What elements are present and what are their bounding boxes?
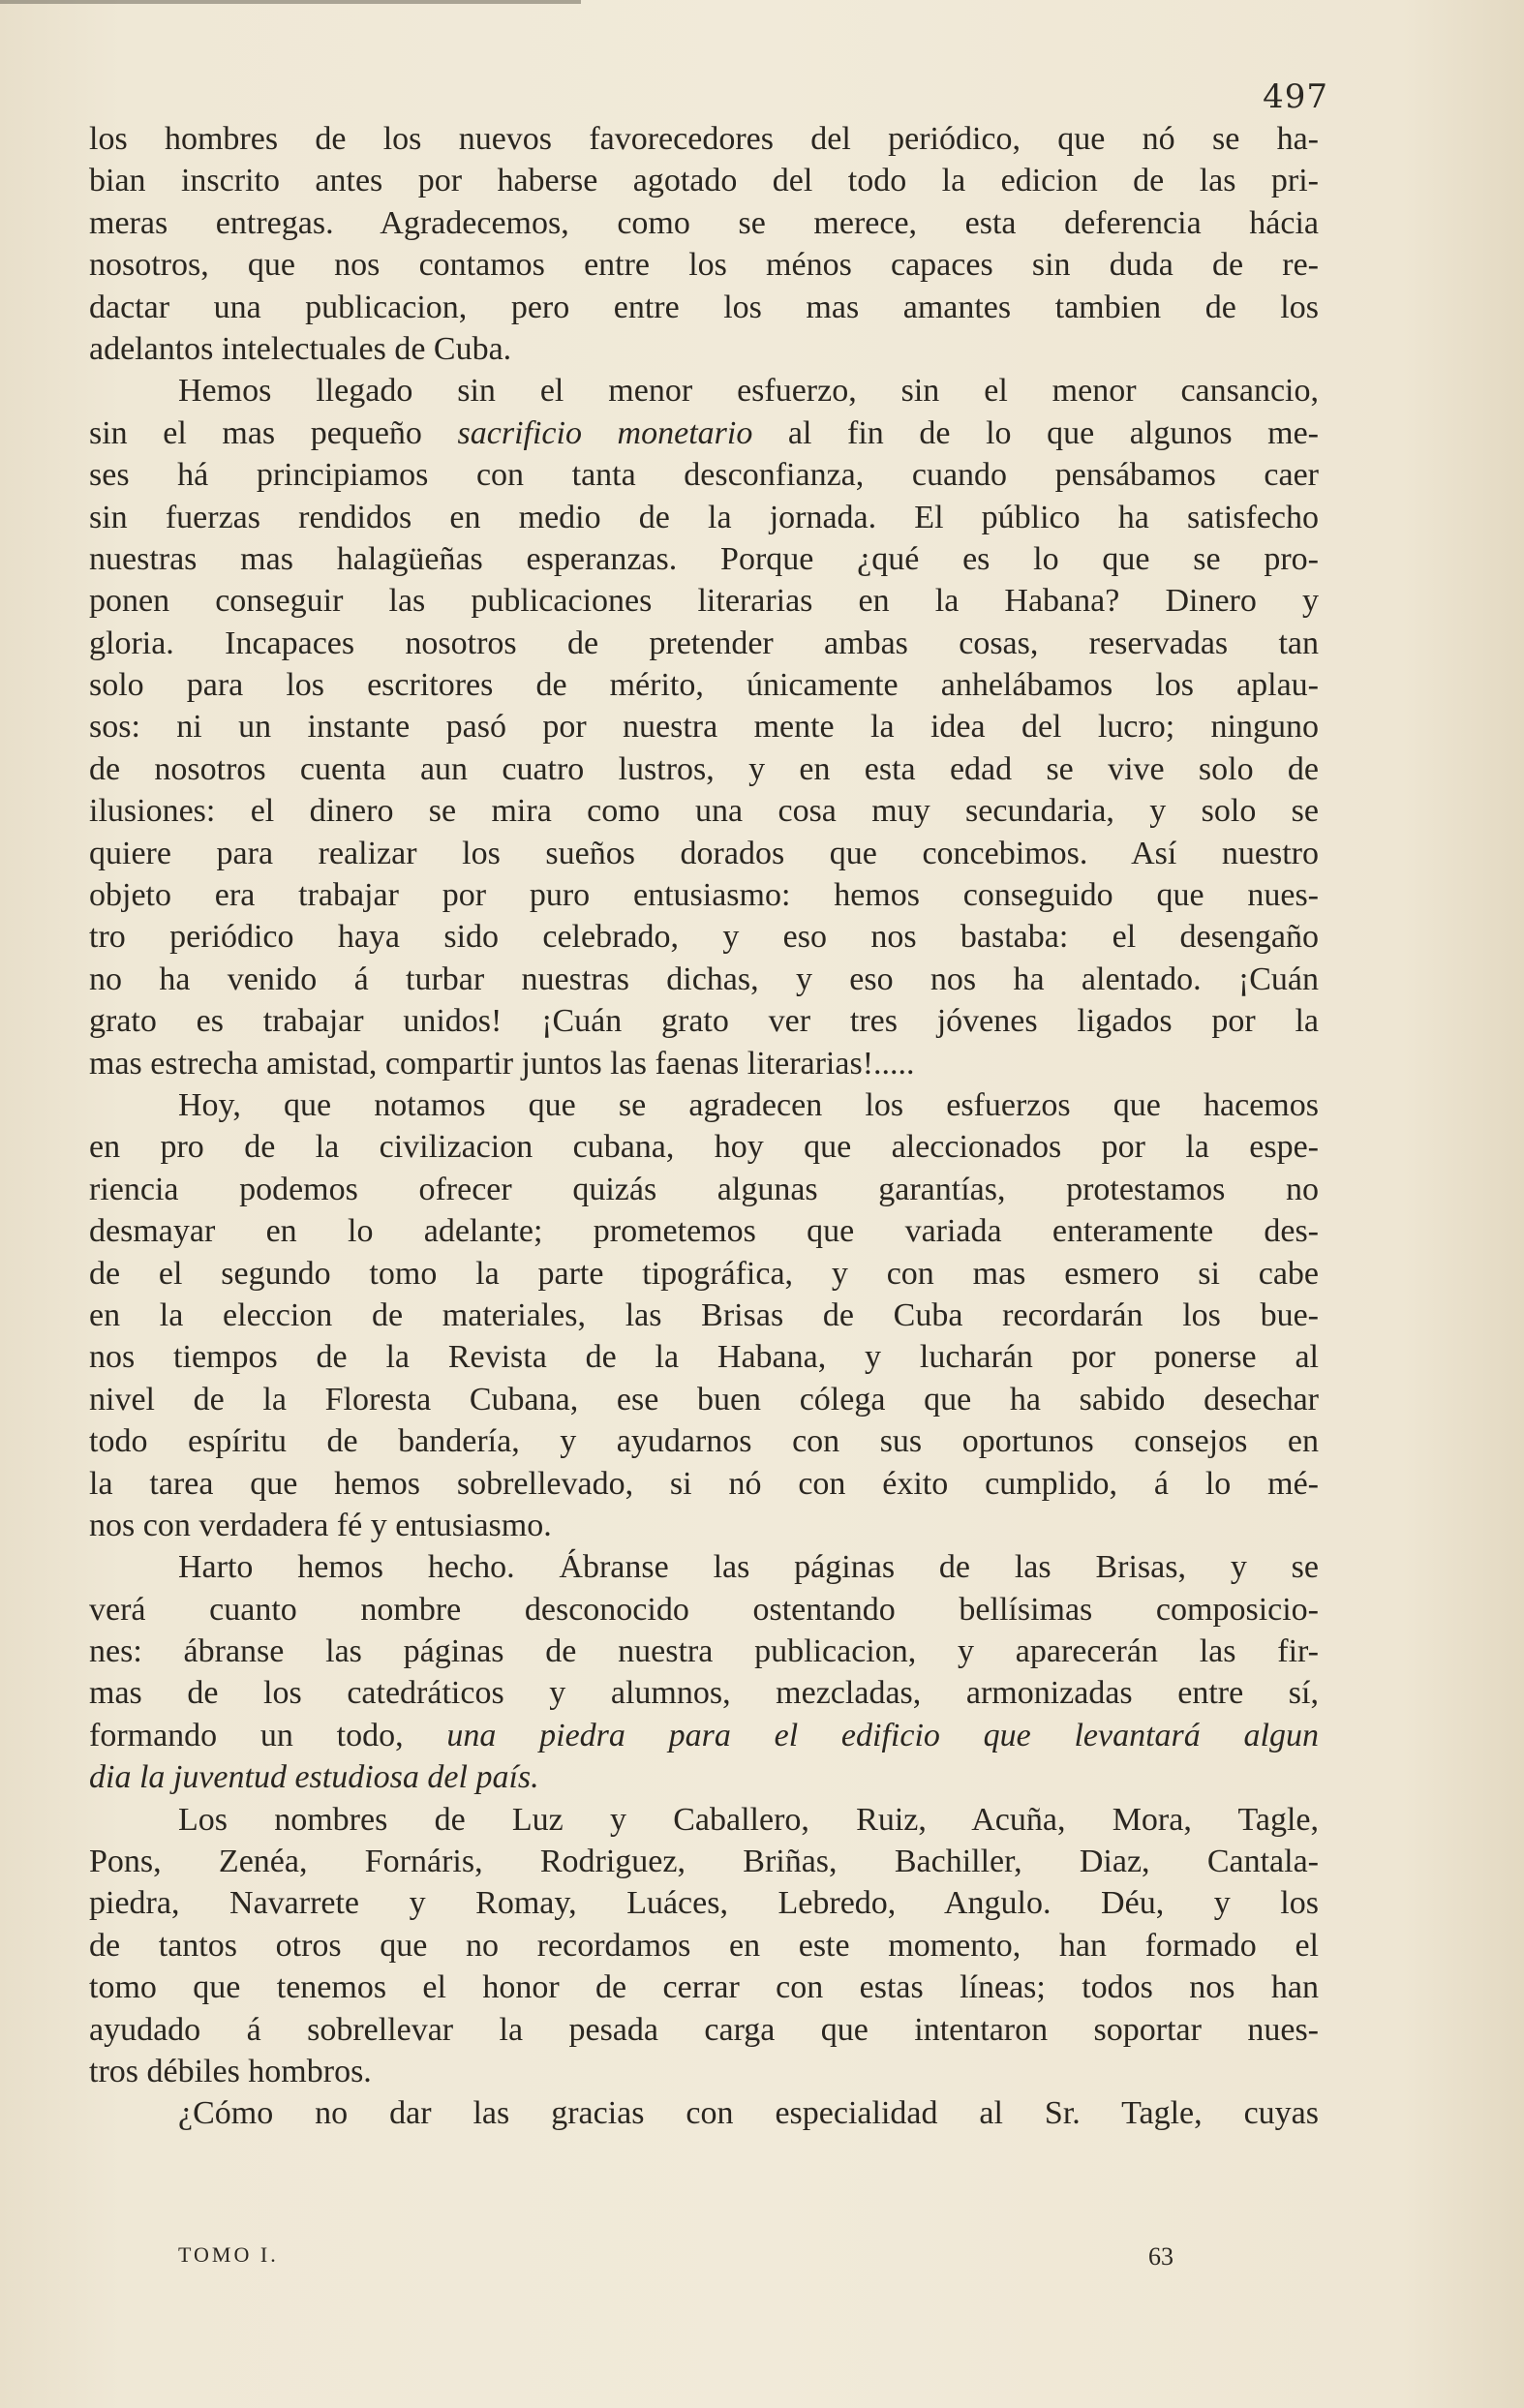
text-line: formando un todo, una piedra para el edificio que levantará algun [89, 1717, 1319, 1753]
text-line: ayudado á sobrellevar la pesada carga que intentaron soportar nues- [89, 2011, 1319, 2048]
text-line: riencia podemos ofrecer quizás algunas garantías, protestamos no [89, 1171, 1319, 1207]
text-line: Pons, Zenéa, Fornáris, Rodriguez, Briñas, Bachiller, Diaz, Cantala- [89, 1844, 1319, 1880]
text-line: grato es trabajar unidos! ¡Cuán grato ver tres jóvenes ligados por la [89, 1003, 1319, 1040]
text-line: nivel de la Floresta Cubana, ese buen cólega que ha sabido desechar [89, 1381, 1319, 1417]
body-text [89, 118, 1319, 2135]
text-line: de el segundo tomo la parte tipográfica, y con mas esmero si cabe [89, 1255, 1319, 1292]
text-line: quiere para realizar los sueños dorados que concebimos. Así nuestro [89, 835, 1319, 871]
text-line: tro periódico haya sido celebrado, y eso nos bastaba: el desengaño [89, 919, 1319, 956]
text-line: desmayar en lo adelante; prometemos que variada enteramente des- [89, 1213, 1319, 1250]
text-line: nos tiempos de la Revista de la Habana, y lucharán por ponerse al [89, 1339, 1319, 1376]
text-line: bian inscrito antes por haberse agotado del todo la edicion de las pri- [89, 163, 1319, 199]
text-line: tomo que tenemos el honor de cerrar con estas líneas; todos nos han [89, 1969, 1319, 2006]
text-line: todo espíritu de bandería, y ayudarnos con sus oportunos consejos en [89, 1423, 1319, 1460]
text-line: dia la juventud estudiosa del país. [89, 1759, 539, 1796]
text-line: nes: ábranse las páginas de nuestra publicacion, y aparecerán las fir- [89, 1633, 1319, 1670]
text-line: de tantos otros que no recordamos en este momento, han formado el [89, 1927, 1319, 1964]
text-line: mas estrecha amistad, compartir juntos las faenas literarias!..... [89, 1045, 915, 1082]
page-number: 497 [1263, 77, 1328, 116]
text-line: nos con verdadera fé y entusiasmo. [89, 1507, 552, 1543]
text-line: solo para los escritores de mérito, únicamente anhelábamos los aplau- [89, 667, 1319, 704]
text-line: en pro de la civilizacion cubana, hoy que aleccionados por la espe- [89, 1129, 1319, 1166]
text-line: tros débiles hombros. [89, 2053, 372, 2089]
text-line: ses há principiamos con tanta desconfianza, cuando pensábamos caer [89, 457, 1319, 494]
text-line: ponen conseguir las publicaciones literarias en la Habana? Dinero y [89, 583, 1319, 620]
text-line: no ha venido á turbar nuestras dichas, y eso nos ha alentado. ¡Cuán [89, 960, 1319, 997]
text-line: Hemos llegado sin el menor esfuerzo, sin el menor cansancio, [178, 373, 1319, 410]
text-line: Hoy, que notamos que se agradecen los esfuerzos que hacemos [178, 1086, 1319, 1123]
text-line: la tarea que hemos sobrellevado, si nó con éxito cumplido, á lo mé- [89, 1465, 1319, 1502]
text-line: Los nombres de Luz y Caballero, Ruiz, Acuña, Mora, Tagle, [178, 1801, 1319, 1838]
text-line: sos: ni un instante pasó por nuestra mente la idea del lucro; ninguno [89, 709, 1319, 746]
text-line: sin el mas pequeño sacrificio monetario al fin de lo que algunos me- [89, 414, 1320, 451]
text-line: los hombres de los nuevos favorecedores del periódico, que nó se ha- [89, 121, 1319, 157]
text-line: mas de los catedráticos y alumnos, mezcladas, armonizadas entre sí, [89, 1675, 1319, 1712]
gathering-number: 63 [1148, 2242, 1173, 2271]
text-line: verá cuanto nombre desconocido ostentando bellísimas composicio- [89, 1591, 1319, 1628]
text-line: ¿Cómo no dar las gracias con especialidad al Sr. Tagle, cuyas [178, 2095, 1319, 2132]
text-line: meras entregas. Agradecemos, como se merece, esta deferencia hácia [89, 204, 1319, 241]
text-line: ilusiones: el dinero se mira como una cosa muy secundaria, y solo se [89, 793, 1319, 830]
page-footer [89, 2242, 1319, 2277]
text-line: sin fuerzas rendidos en medio de la jornada. El público ha satisfecho [89, 499, 1319, 535]
scan-edge-line [0, 0, 581, 4]
text-line: nosotros, que nos contamos entre los ménos capaces sin duda de re- [89, 247, 1319, 284]
text-line: gloria. Incapaces nosotros de pretender ambas cosas, reservadas tan [89, 625, 1319, 661]
text-line: de nosotros cuenta aun cuatro lustros, y en esta edad se vive solo de [89, 750, 1319, 787]
text-line: adelantos intelectuales de Cuba. [89, 330, 512, 367]
text-line: Harto hemos hecho. Ábranse las páginas de las Brisas, y se [178, 1549, 1319, 1586]
text-line: piedra, Navarrete y Romay, Luáces, Lebredo, Angulo. Déu, y los [89, 1885, 1319, 1922]
text-line: dactar una publicacion, pero entre los mas amantes tambien de los [89, 289, 1319, 325]
text-line: objeto era trabajar por puro entusiasmo: hemos conseguido que nues- [89, 877, 1319, 914]
text-line: nuestras mas halagüeñas esperanzas. Porque ¿qué es lo que se pro- [89, 540, 1319, 577]
text-line: en la eleccion de materiales, las Brisas de Cuba recordarán los bue- [89, 1296, 1319, 1333]
volume-signature: TOMO I. [178, 2242, 279, 2267]
